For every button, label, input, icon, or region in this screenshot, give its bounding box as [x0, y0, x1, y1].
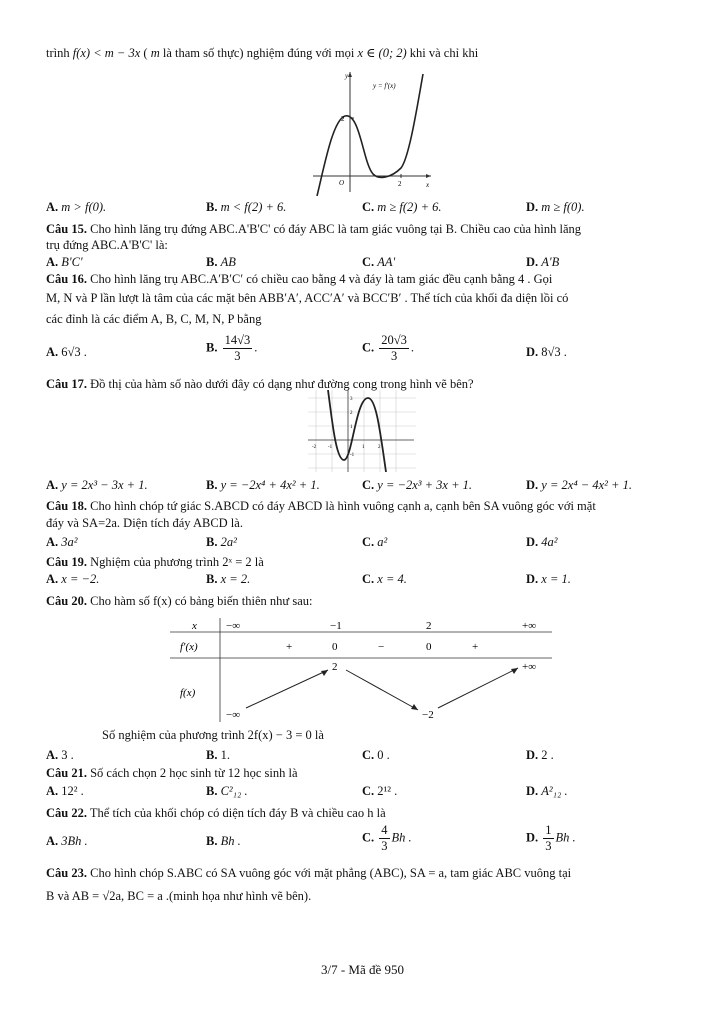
table-x-val: −∞ — [226, 620, 241, 632]
graph2-tick-x: 1 — [362, 445, 365, 450]
table-x-label: x — [192, 620, 197, 632]
graph2-tick-y: 2 — [350, 411, 353, 416]
q14-option-c: C. m ≥ f(2) + 6. — [362, 200, 442, 214]
q18-option-c: C. a² — [362, 535, 388, 549]
q15-option-b: B. AB — [206, 255, 236, 269]
question-16: Câu 16. Cho hình lăng trụ ABC.A′B′C′ có chiều cao bằng 4 và đáy là tam giác đều cạnh bằng 4 . Gọi — [46, 272, 553, 286]
table-sign: 0 — [426, 641, 432, 653]
graph1-curve-label: y = f′(x) — [373, 82, 396, 90]
question-16-cont2: các đỉnh là các điểm A, B, C, M, N, P bằng — [46, 312, 262, 326]
q21-option-c: C. 2¹² . — [362, 784, 398, 798]
table-sign: − — [378, 641, 385, 653]
q16-option-d: D. 8√3 . — [526, 345, 567, 359]
question-15: Câu 15. Cho hình lăng trụ đứng ABC.A'B'C' có đáy ABC là tam giác vuông tại B. Chiều cao của hình lăng — [46, 222, 582, 236]
q22-option-d: D. $\frac{1}{3}$ Bh . — [526, 823, 576, 853]
q18-option-d: D. 4a² — [526, 535, 558, 549]
question-15-cont: trụ đứng ABC.A'B'C' là: — [46, 238, 168, 252]
question-17: Câu 17. Đồ thị của hàm số nào dưới đây có dạng như đường cong trong hình vẽ bên? — [46, 377, 474, 391]
graph1-tick-y: 2 — [341, 115, 345, 123]
q20-option-a: A. 3 . — [46, 748, 74, 762]
question-16-cont: M, N và P lần lượt là tâm của các mặt bên ABB′A′, ACC′A′ và BCC′B′ . Thể tích của khối đa diện lồi có — [46, 291, 569, 305]
q19-option-b: B. x = 2. — [206, 572, 251, 586]
graph1-y-axis: y — [345, 72, 349, 80]
graph-f-prime — [305, 68, 437, 196]
q14-option-a: A. m > f(0). — [46, 200, 107, 214]
q22-option-b: B. Bh . — [206, 834, 241, 848]
question-18: Câu 18. Cho hình chóp tứ giác S.ABCD có đáy ABCD là hình vuông cạnh a, cạnh bên SA vuông góc với mặt — [46, 499, 596, 513]
q17-option-a: A. y = 2x³ − 3x + 1. — [46, 478, 148, 492]
table-x-val: +∞ — [522, 620, 537, 632]
q19-option-d: D. x = 1. — [526, 572, 571, 586]
table-f-end: +∞ — [522, 661, 537, 673]
q16-option-b: B. $\frac{14√3}{3}$ . — [206, 333, 258, 363]
graph2-tick-x: -1 — [328, 445, 333, 450]
graph1-tick-x: 2 — [398, 180, 402, 188]
q15-option-c: C. AA' — [362, 255, 396, 269]
variation-table — [170, 614, 552, 722]
question-14-stem-end: trình f(x) < m − 3x ( m là tham số thực) nghiệm đúng với mọi x ∈ (0; 2) khi và chỉ khi — [46, 46, 479, 60]
q14-option-d: D. m ≥ f(0). — [526, 200, 585, 214]
table-f-label: f(x) — [180, 687, 196, 699]
table-f-start: −∞ — [226, 709, 241, 721]
graph2-tick-y: 1 — [350, 425, 353, 430]
q22-option-c: C. $\frac{4}{3}$ Bh . — [362, 823, 412, 853]
graph2-tick-y: 3 — [350, 397, 353, 402]
question-23-cont: B và AB = √2a, BC = a .(minh họa như hình vẽ bên). — [46, 889, 312, 903]
q19-option-c: C. x = 4. — [362, 572, 407, 586]
table-sign: + — [286, 641, 293, 653]
table-sign: 0 — [332, 641, 338, 653]
question-23: Câu 23. Cho hình chóp S.ABC có SA vuông góc với mặt phẳng (ABC), SA = a, tam giác ABC vuông tại — [46, 866, 572, 880]
table-fprime-label: f′(x) — [180, 641, 198, 653]
q15-option-a: A. B'C' — [46, 255, 83, 269]
table-sign: + — [472, 641, 479, 653]
q17-option-c: C. y = −2x³ + 3x + 1. — [362, 478, 473, 492]
table-f-min: −2 — [422, 709, 434, 721]
graph1-x-axis: x — [426, 181, 430, 189]
q18-option-a: A. 3a² — [46, 535, 78, 549]
graph-q17 — [308, 390, 416, 472]
question-20-sub: Số nghiệm của phương trình 2f(x) − 3 = 0 là — [102, 728, 324, 742]
graph2-tick-x: 2 — [378, 445, 381, 450]
q21-option-b: B. C²₁₂ . — [206, 784, 248, 798]
q19-option-a: A. x = −2. — [46, 572, 100, 586]
question-21: Câu 21. Số cách chọn 2 học sinh từ 12 học sinh là — [46, 766, 298, 780]
q16-option-a: A. 6√3 . — [46, 345, 87, 359]
graph2-tick-y: -1 — [350, 453, 355, 458]
question-20: Câu 20. Cho hàm số f(x) có bảng biến thiên như sau: — [46, 594, 313, 608]
q21-option-d: D. A²₁₂ . — [526, 784, 568, 798]
graph2-tick-x: -2 — [312, 445, 317, 450]
q21-option-a: A. 12² . — [46, 784, 84, 798]
table-f-max: 2 — [332, 661, 338, 673]
page-footer: 3/7 - Mã đề 950 — [320, 962, 405, 977]
question-22: Câu 22. Thể tích của khối chóp có diện tích đáy B và chiều cao h là — [46, 806, 386, 820]
q14-option-b: B. m < f(2) + 6. — [206, 200, 287, 214]
question-18-cont: đáy và SA=2a. Diện tích đáy ABCD là. — [46, 516, 243, 530]
q20-option-c: C. 0 . — [362, 748, 390, 762]
q20-option-b: B. 1. — [206, 748, 230, 762]
q22-option-a: A. 3Bh . — [46, 834, 88, 848]
q17-option-b: B. y = −2x⁴ + 4x² + 1. — [206, 478, 320, 492]
q15-option-d: D. A'B — [526, 255, 560, 269]
q20-option-d: D. 2 . — [526, 748, 554, 762]
table-x-val: −1 — [330, 620, 342, 632]
graph1-origin: O — [339, 179, 345, 187]
question-19: Câu 19. Nghiệm của phương trình 2ˣ = 2 là — [46, 555, 264, 569]
q18-option-b: B. 2a² — [206, 535, 237, 549]
q16-option-c: C. $\frac{20√3}{3}$ . — [362, 333, 415, 363]
table-x-val: 2 — [426, 620, 432, 632]
q17-option-d: D. y = 2x⁴ − 4x² + 1. — [526, 478, 632, 492]
